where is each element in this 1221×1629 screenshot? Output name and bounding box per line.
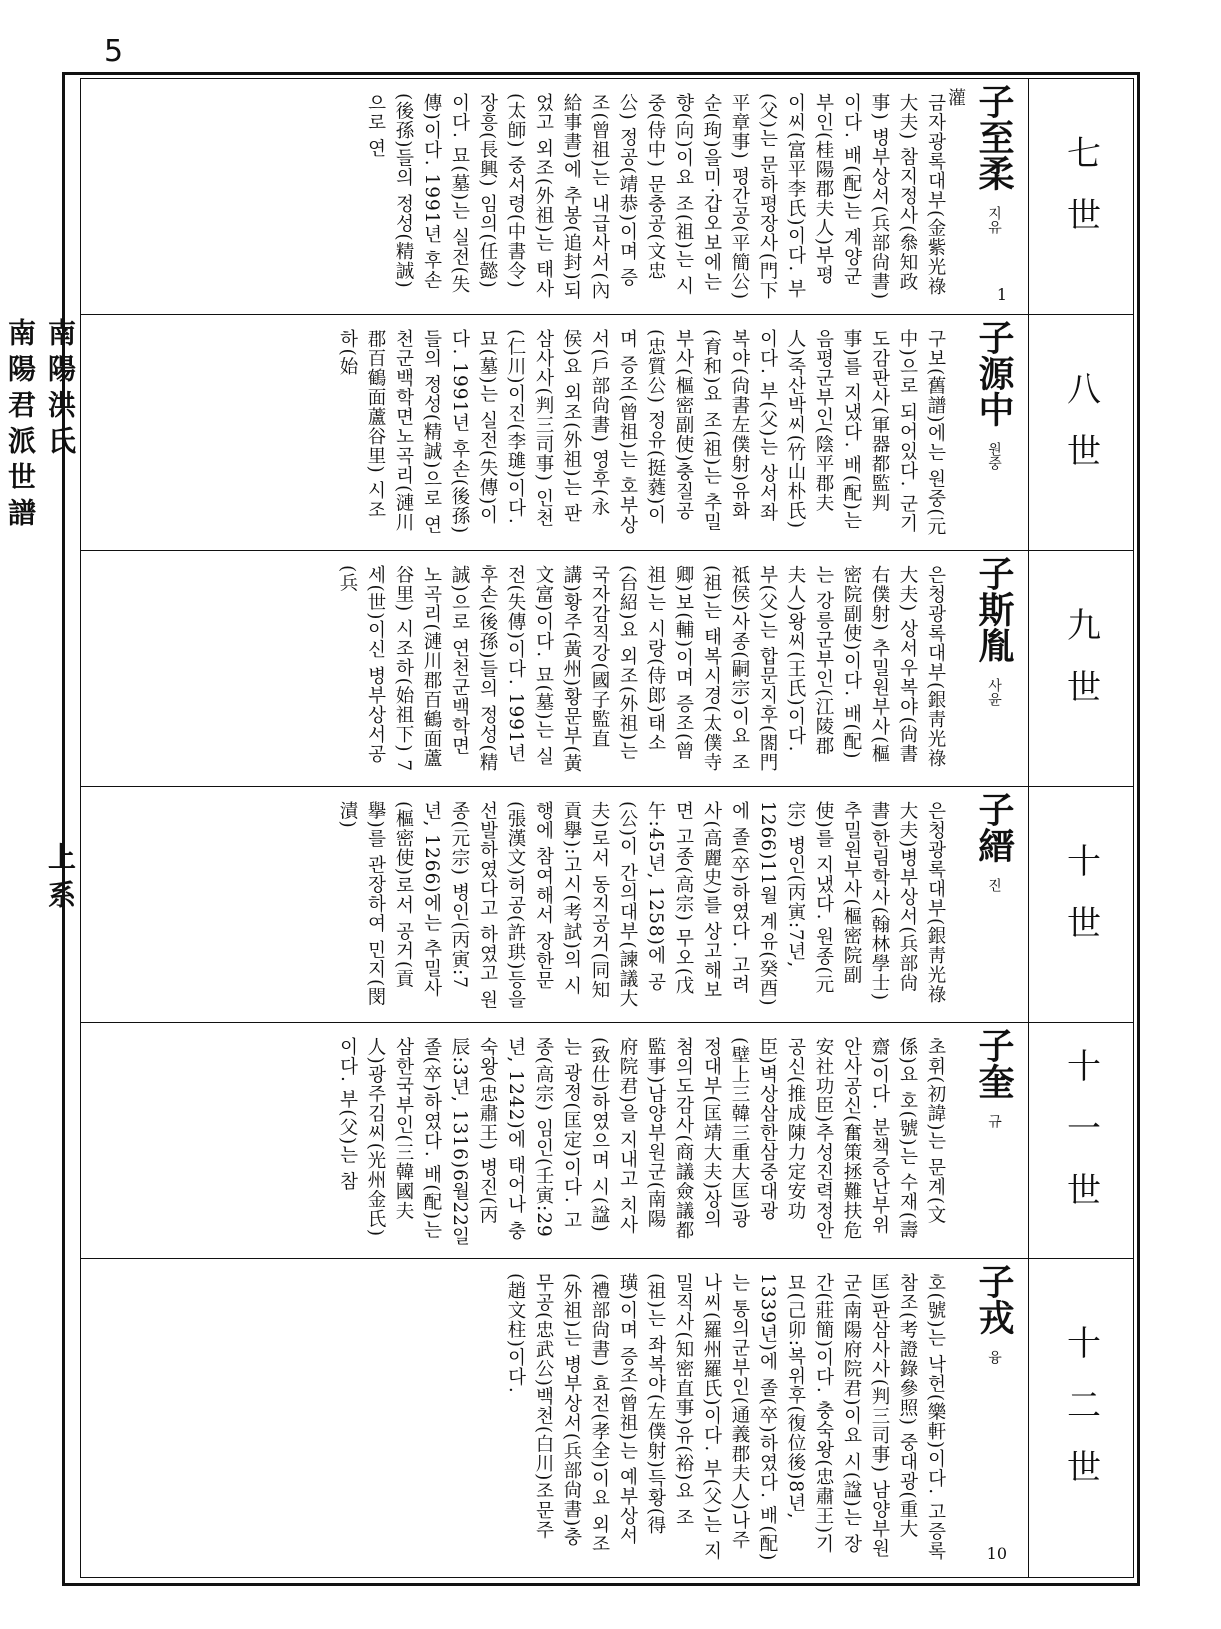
side-title — [4, 318, 80, 534]
person-name-hanja: 子奎 — [973, 1027, 1015, 1099]
person-index: 1 — [996, 285, 1007, 304]
generation-row-12 — [81, 1259, 1133, 1577]
person-name-hanja: 子縉 — [973, 791, 1015, 863]
person-name-hangul: 융 — [986, 1350, 1002, 1365]
generation-row-7 — [81, 79, 1133, 315]
generation-label: 十一世 — [1028, 1023, 1133, 1258]
top-mark: 灌 — [948, 88, 966, 109]
person-name-hangul: 규 — [986, 1114, 1002, 1129]
biography-text: 은청광록대부(銀靑光祿大夫) 상서우복야(尙書右僕射) 추밀원부사(樞密院副使)이다. 배(配)는 강릉군부인(江陵郡夫人)왕씨(王氏)이다. 부(父)는 합문지후(閤門祗侯)사종(嗣宗)이요 조(祖)는 태복시경(太僕寺卿)보(輔)이며 증조(曾祖)는 시랑(侍郎)태소(台紹)요 외조(外祖)는 국자감직강(國子監直講)황주(黃州)황문부(黃文富)이다. 묘(墓)는 실전(失傳)이다. 1991년 후손(後孫)들의 정성(精誠)으로 연천군백학면노곡리(漣川郡百鶴面蘆谷里) 시조하(始祖下) 7세(世)이신 병부상서공(兵 — [337, 565, 946, 774]
biography-text: 금자광록대부(金紫光祿大夫) 참지정사(叅知政事) 병부상서(兵部尙書)이다. 배(配)는 계양군부인(桂陽郡夫人)부평이씨(富平李氏)이다. 부(父)는 문하평장사(門下平章事) 평간공(平簡公) 순(珣)을미·갑오보에는 향(向)이요 조(祖)는 시중(侍中) 문충공(文忠公) 정공(靖恭)이며 증조(曾祖)는 내급사서(內給事書)에 추봉(追封)되었고 외조(外祖)는 태사(太師) 중서령(中書令) 장흥(長興) 임의(任懿)이다. 묘(墓)는 실전(失傳)이다. 1991년 후손(後孫)들의 정성(精誠)으로 연 — [365, 93, 946, 301]
person-name-hangul: 사윤 — [986, 678, 1002, 707]
biography-text: 초휘(初諱)는 문계(文係)요 호(號)는 수재(壽齋)이다. 분책증난부위안사공신(奮策拯難扶危安社功臣)추성진력정안공신(推成陳力定安功臣)벽상삼한삼중대광(壁上三韓三重大匡)광정대부(匡靖大夫)상의첨의도감사(商議僉議都監事)남양부원군(南陽府院君)을 지내고 치사(致仕)하였으며 시(諡)는 광정(匡定)이다. 고종(高宗) 임인(壬寅:29년, 1242)에 태어나 충숙왕(忠肅王) 병진(丙辰:3년, 1316)6월22일 졸(卒)하였다. 배(配)는 삼한국부인(三韓國夫人)광주김씨(光州金氏)이다. 부(父)는 참 — [337, 1037, 946, 1247]
person-name — [955, 555, 1021, 765]
biography-text: 호(號)는 낙헌(樂軒)이다. 고증록참조(考證錄參照) 중대광(重大匡)판삼사사(判三司事) 남양부원군(南陽府院君)이요 시(諡)는 장간(莊簡)이다. 충숙왕(忠肅王)기묘(己卯:복위후(復位後)8년, 1339년)에 졸(卒)하였다. 배(配)는 통의군부인(通義郡夫人)나주나씨(羅州羅氏)이다. 부(父)는 지밀직사(知密直事)유(裕)요 조(祖)는 좌복야(左僕射)득황(得璜)이며 증조(曾祖)는 예부상서(禮部尙書) 효전(孝全)이요 외조(外祖)는 병부상서(兵部尙書)충무공(忠武公)백천(白川)조문주(趙文柱)이다. — [505, 1273, 946, 1562]
person-name — [955, 1027, 1021, 1237]
person-name — [955, 83, 1021, 293]
side-title-branch: 南陽君派世譜 — [4, 318, 37, 534]
person-name — [955, 319, 1021, 529]
generation-row-11 — [81, 1023, 1133, 1259]
generation-row-8 — [81, 315, 1133, 551]
person-name — [955, 791, 1021, 1001]
biography-text: 은청광록대부(銀靑光祿大夫)병부상서(兵部尙書)한림학사(翰林學士)추밀원부사(樞密院副使)를 지냈다. 원종(元宗) 병인(丙寅:7년, 1266)11월 계유(癸酉)에 졸(卒)하였다. 고려사(高麗史)를 상고해보면 고종(高宗) 무오(戊午:45년, 1258)에 공(公)이 간의대부(諫議大夫)로서 동지공거(同知貢擧):고시(考試)의 시행에 참여해서 장한문(張漢文)허공(許珙)등을 선발하였다고 하였고 원종(元宗) 병인(丙寅:7년, 1266)에는 추밀사(樞密使)로서 공거(貢擧)를 관장하여 민지(閔漬) — [337, 801, 946, 1010]
biography-text: 구보(舊譜)에는 원중(元中)으로 되어있다. 군기도감판사(軍器都監判事)를 지냈다. 배(配)는 음평군부인(陰平郡夫人)죽산박씨(竹山朴氏)이다. 부(父)는 상서좌복야(尙書左僕射)유화(育和)요 조(祖)는 추밀부사(樞密副使)충질공(忠質公) 정유(挺蕤)이며 증조(曾祖)는 호부상서(戶部尙書) 영후(永侯)요 외조(外祖)는 판삼사사(判三司事) 인천(仁川)이진(李璡)이다. 묘(墓)는 실전(失傳)이다. 1991년 후손(後孫)들의 정성(精誠)으로 연천군백학면노곡리(漣川郡百鶴面蘆谷里) 시조하(始 — [337, 329, 946, 537]
person-name-hanja: 子至柔 — [973, 83, 1015, 191]
person-name-hanja: 子斯胤 — [973, 555, 1015, 663]
person-name-hangul: 원중 — [986, 442, 1002, 471]
generation-row-10 — [81, 787, 1133, 1023]
side-subtitle: 上系 — [44, 842, 77, 918]
person-name-hanja: 子戎 — [973, 1263, 1015, 1335]
generation-label: 九世 — [1028, 551, 1133, 786]
generation-label: 十世 — [1028, 787, 1133, 1022]
generation-label: 七世 — [1028, 79, 1133, 314]
side-title-clan: 南陽洪氏 — [44, 318, 77, 462]
person-name-hanja: 子源中 — [973, 319, 1015, 427]
generation-row-9 — [81, 551, 1133, 787]
generation-label: 八世 — [1028, 315, 1133, 550]
person-name-hangul: 진 — [986, 878, 1002, 893]
person-name-hangul: 지유 — [986, 206, 1002, 235]
person-index: 10 — [986, 1544, 1007, 1563]
generation-label: 十二世 — [1028, 1259, 1133, 1577]
page-number: 5 — [104, 34, 124, 69]
person-name — [955, 1263, 1021, 1473]
